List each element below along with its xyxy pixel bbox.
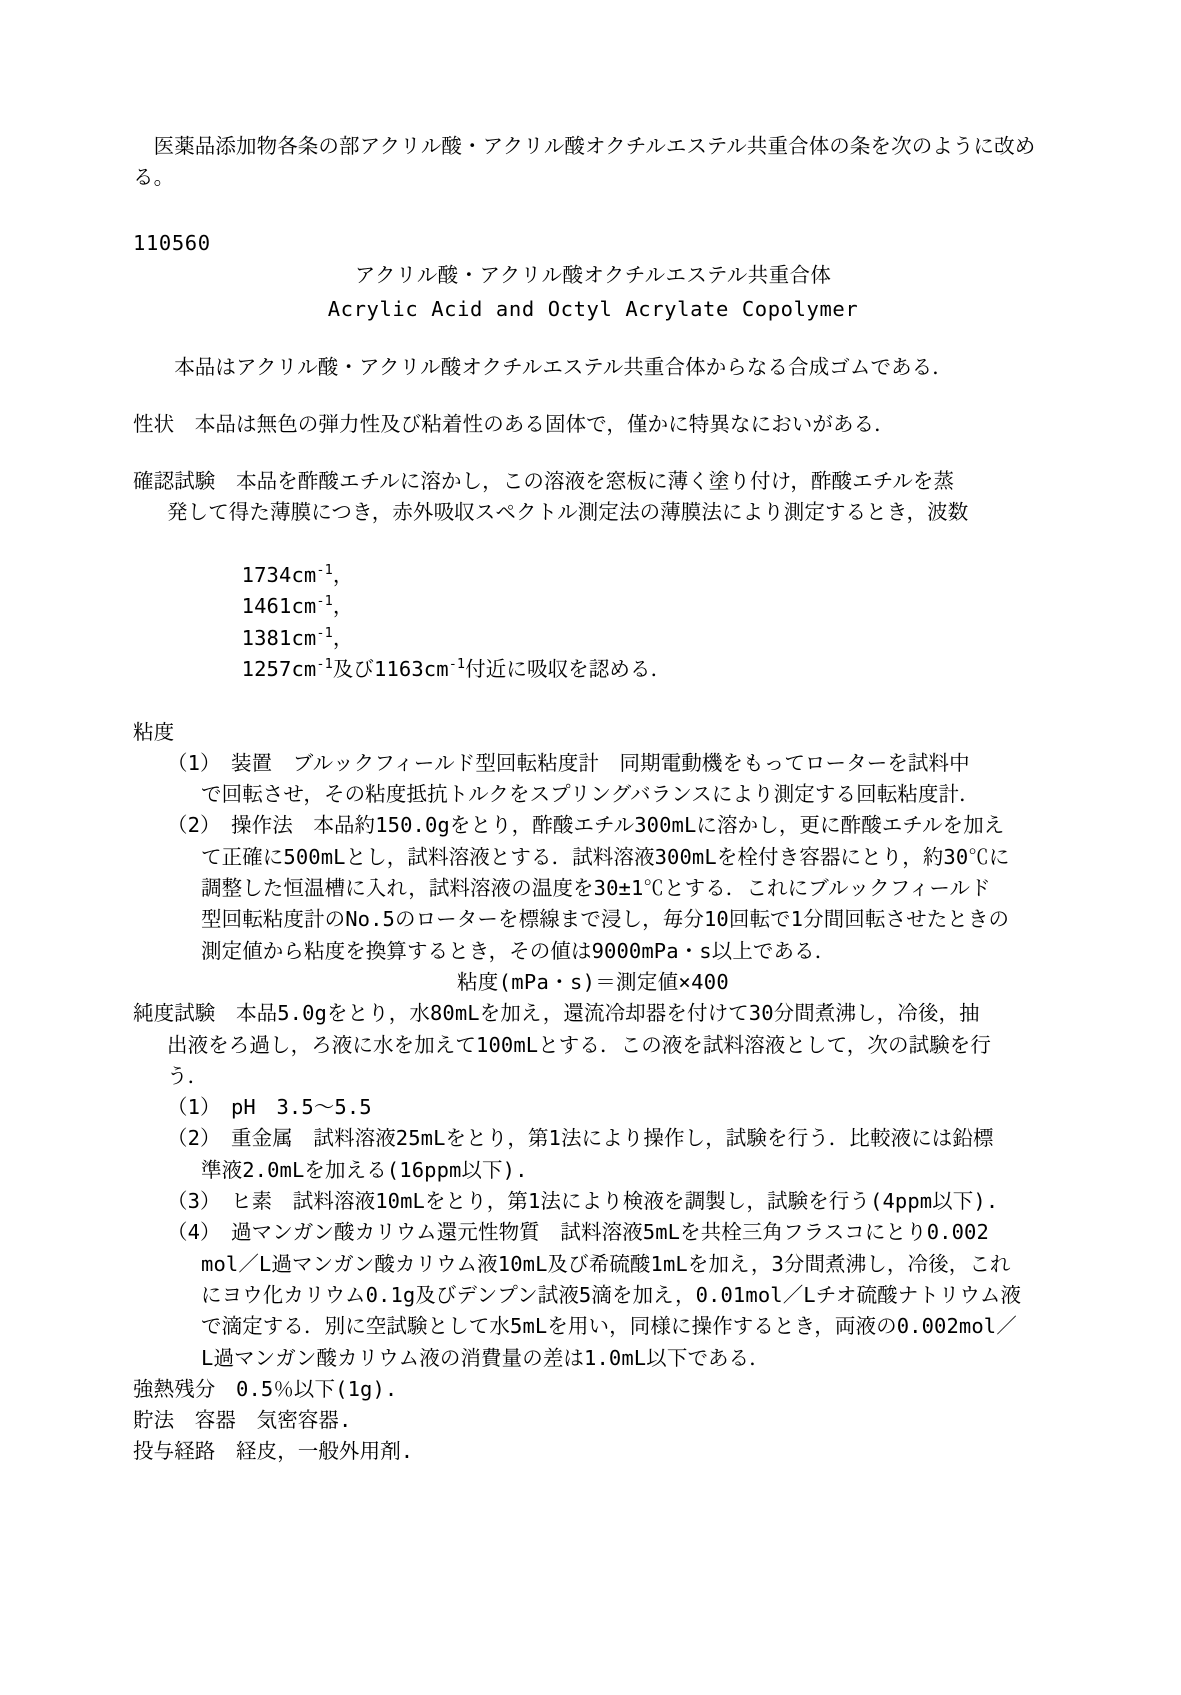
purity-item-4-line4: で滴定する．別に空試験として水5mLを用い，同様に操作するとき，両液の0.002mol／ — [201, 1314, 1017, 1339]
section-viscosity-heading: 粘度 — [133, 719, 175, 744]
purity-item-4-line2: mol／L過マンガン酸カリウム液10mL及び希硫酸1mLを加え，3分間煮沸し，冷後，これ — [201, 1251, 1011, 1276]
section-identification-line1: 確認試験 本品を酢酸エチルに溶かし，この溶液を窓板に薄く塗り付け，酢酸エチルを蒸 — [133, 469, 955, 494]
wavenumber-exponent: -1 — [316, 562, 333, 579]
purity-item-1-line1: （1） pH 3.5～5.5 — [167, 1095, 372, 1120]
purity-item-4-line5: L過マンガン酸カリウム液の消費量の差は1.0mL以下である． — [201, 1345, 770, 1370]
wavenumber-2: 1461 — [241, 594, 292, 619]
wavenumber-exponent: -1 — [316, 593, 333, 610]
section-identification-line2: 発して得た薄膜につき，赤外吸収スペクトル測定法の薄膜法により測定するとき，波数 — [167, 500, 969, 525]
viscosity-item-2-line3: 調整した恒温槽に入れ，試料溶液の温度を30±1℃とする．これにブルックフィールド — [201, 876, 991, 901]
wavenumber-unit: cm — [291, 625, 317, 650]
monograph-title-japanese: アクリル酸・アクリル酸オクチルエステル共重合体 — [354, 262, 832, 287]
section-residue-on-ignition: 強熱残分 0.5％以下(1g). — [133, 1376, 398, 1401]
wavenumber-4: 1257 — [241, 656, 292, 681]
monograph-title-english: Acrylic Acid and Octyl Acrylate Copolymer — [327, 296, 859, 321]
spacer — [133, 383, 1053, 409]
wavenumber-exponent: -1 — [316, 656, 333, 673]
section-properties: 性状 本品は無色の弾力性及び粘着性のある固体で，僅かに特異なにおいがある． — [133, 411, 895, 436]
viscosity-item-1-line1: （1） 装置 ブルックフィールド型回転粘度計 同期電動機をもってローターを試料中 — [167, 750, 970, 775]
section-purity-intro-line2: 出液をろ過し，ろ液に水を加えて100mLとする．この液を試料溶液として，次の試験を行 — [167, 1032, 991, 1057]
definition-paragraph: 本品はアクリル酸・アクリル酸オクチルエステル共重合体からなる合成ゴムである． — [133, 354, 953, 379]
wavenumber-unit: cm — [291, 563, 317, 588]
spacer — [133, 440, 1053, 466]
wavenumber-unit: cm — [291, 656, 317, 681]
wavenumber-unit: cm — [291, 594, 317, 619]
viscosity-item-2-line1: （2） 操作法 本品約150.0gをとり，酢酸エチル300mLに溶かし，更に酢酸エチルを加え — [167, 813, 1005, 838]
section-purity-intro-line1: 純度試験 本品5.0gをとり，水80mLを加え，還流冷却器を付けて30分間煮沸し，冷後，抽 — [133, 1001, 980, 1026]
wavenumber-exponent: -1 — [316, 624, 333, 641]
section-storage: 貯法 容器 気密容器. — [133, 1408, 352, 1433]
wavenumber-sep-1: ， — [332, 563, 354, 588]
wavenumber-exponent: -1 — [448, 656, 466, 673]
wavenumber-tail: 付近に吸収を認める． — [465, 656, 672, 681]
amendment-notice: 医薬品添加物各条の部アクリル酸・アクリル酸オクチルエステル共重合体の条を次のように改める。 — [133, 134, 1036, 190]
wavenumber-sep-3: ， — [332, 625, 354, 650]
wavenumber-sep-2: ， — [332, 594, 354, 619]
purity-item-4-line1: （4） 過マンガン酸カリウム還元性物質 試料溶液5mLを共栓三角フラスコにとり0.002 — [167, 1220, 989, 1245]
section-route-of-administration: 投与経路 経皮，一般外用剤. — [133, 1439, 414, 1464]
wavenumber-unit: cm — [423, 656, 449, 681]
spacer — [133, 326, 1053, 352]
spacer — [133, 194, 1053, 228]
purity-item-4-line3: にヨウ化カリウム0.1g及びデンプン試液5滴を加え，0.01mol／Lチオ硫酸ナトリウム液 — [201, 1282, 1022, 1307]
purity-item-2-line2: 準液2.0mLを加える(16ppm以下). — [201, 1157, 528, 1182]
document-content — [133, 131, 1053, 1468]
viscosity-item-1-line2: で回転させ，その粘度抵抗トルクをスプリングバランスにより測定する回転粘度計． — [201, 782, 980, 807]
wavenumber-5: 1163 — [374, 656, 424, 681]
section-identification-wavenumbers — [133, 529, 1053, 717]
wavenumber-3: 1381 — [241, 625, 292, 650]
purity-item-2-line1: （2） 重金属 試料溶液25mLをとり，第1法により操作し，試験を行う．比較液には鉛標 — [167, 1126, 994, 1151]
purity-item-3-line1: （3） ヒ素 試料溶液10mLをとり，第1法により検液を調製し，試験を行う(4ppm以下). — [167, 1189, 999, 1214]
wavenumber-sep-4: 及び — [332, 656, 375, 681]
section-purity-intro-line3: う． — [167, 1063, 209, 1088]
monograph-code: 110560 — [133, 230, 211, 255]
viscosity-item-2-line2: て正確に500mLとし，試料溶液とする．試料溶液300mLを栓付き容器にとり，約30℃に — [201, 844, 1010, 869]
viscosity-formula: 粘度(mPa・s)＝測定値×400 — [456, 969, 730, 994]
viscosity-item-2-line5: 測定値から粘度を換算するとき，その値は9000mPa・s以上である． — [201, 938, 836, 963]
wavenumber-1: 1734 — [241, 563, 292, 588]
viscosity-item-2-line4: 型回転粘度計のNo.5のローターを標線まで浸し，毎分10回転で1分間回転させたときの — [201, 907, 1010, 932]
